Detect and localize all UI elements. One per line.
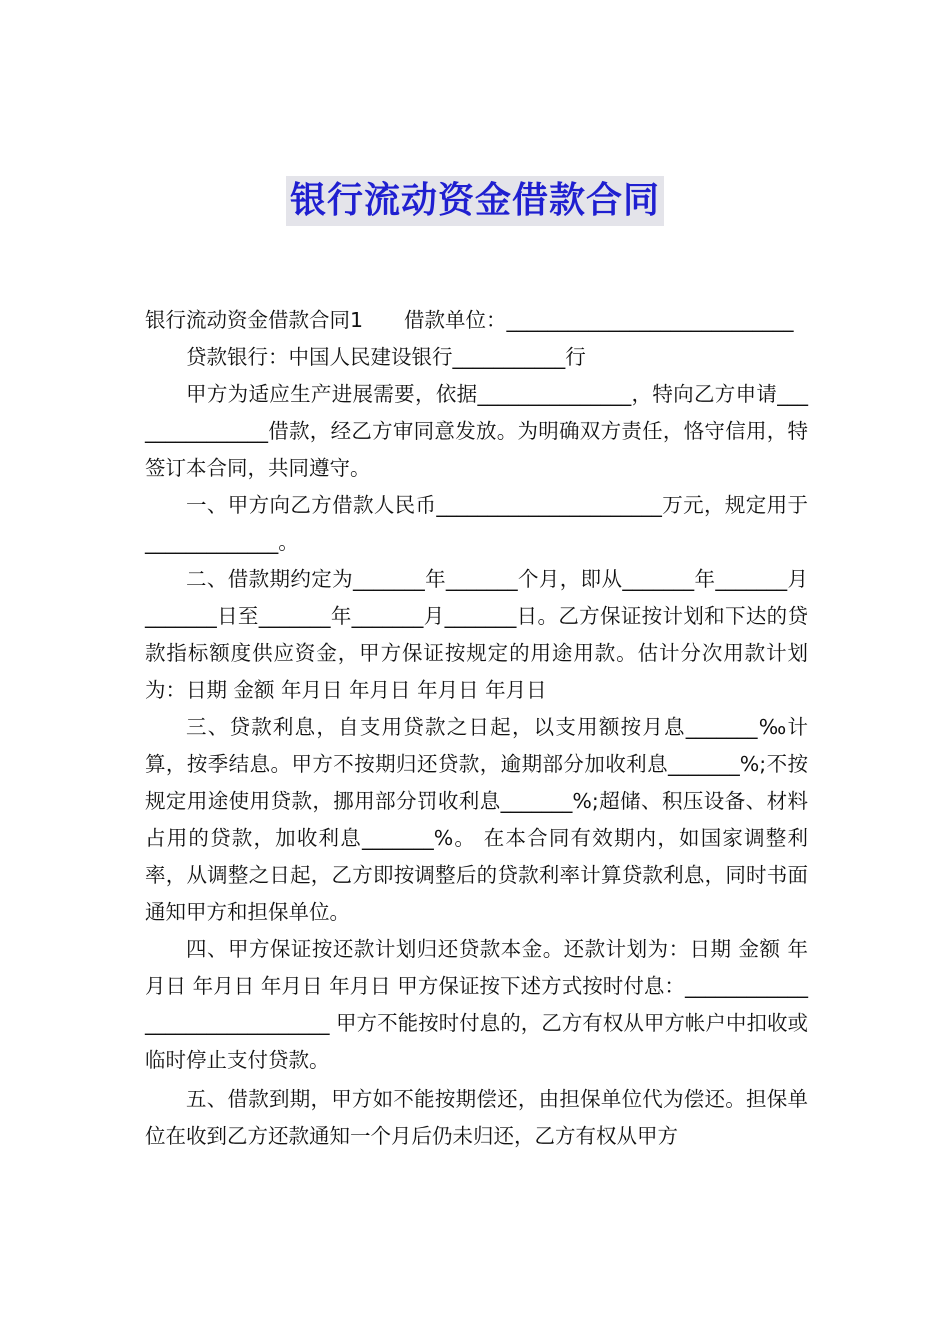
paragraph-clause-3: 三、贷款利息，自支用贷款之日起，以支用额按月息_______‰计算，按季结息。甲方不按期归还贷款，逾期部分加收利息_______%;不按规定用途使用贷款，挪用部分罚收利息_______%;超储、积压设备、材料占用的贷款，加收利息_______%。 在本合同有效期内，如国家调整利率，从调整之日起，乙方即按调整后的贷款利率计算贷款利息，同时书面通知甲方和担保单位。: [145, 715, 808, 924]
paragraph-lender-bank: 贷款银行：中国人民建设银行___________行: [186, 345, 586, 369]
paragraph-clause-5: 五、借款到期，甲方如不能按期偿还，由担保单位代为偿还。担保单位在收到乙方还款通知一个月后仍未归还，乙方有权从甲方: [145, 1087, 808, 1148]
paragraph-clause-1: 一、甲方向乙方借款人民币______________________万元，规定用于_____________。: [145, 493, 808, 554]
contract-heading-line: 银行流动资金借款合同1 借款单位：____________________________: [145, 308, 794, 332]
paragraph-clause-2: 二、借款期约定为_______年_______个月，即从_______年_______月_______日至_______年_______月_______日。乙方保证按计划和下达的贷款指标额度供应资金，甲方保证按规定的用途用款。估计分次用款计划为：日期 金额 年月日 年月日 年月日 年月日: [145, 567, 808, 702]
paragraph-clause-4: 四、甲方保证按还款计划归还贷款本金。还款计划为：日期 金额 年月日 年月日 年月日 年月日 甲方保证按下述方式按时付息：______________________________ 甲方不能按时付息的，乙方有权从甲方帐户中扣收或临时停止支付贷款。: [145, 937, 808, 1072]
document-body: [145, 302, 808, 1155]
paragraph-preamble: 甲方为适应生产进展需要，依据_______________，特向乙方申请_______________借款，经乙方审同意发放。为明确双方责任，恪守信用，特签订本合同，共同遵守。: [145, 382, 808, 480]
title-wrapper: [0, 176, 950, 226]
document-title: 银行流动资金借款合同: [286, 176, 664, 226]
